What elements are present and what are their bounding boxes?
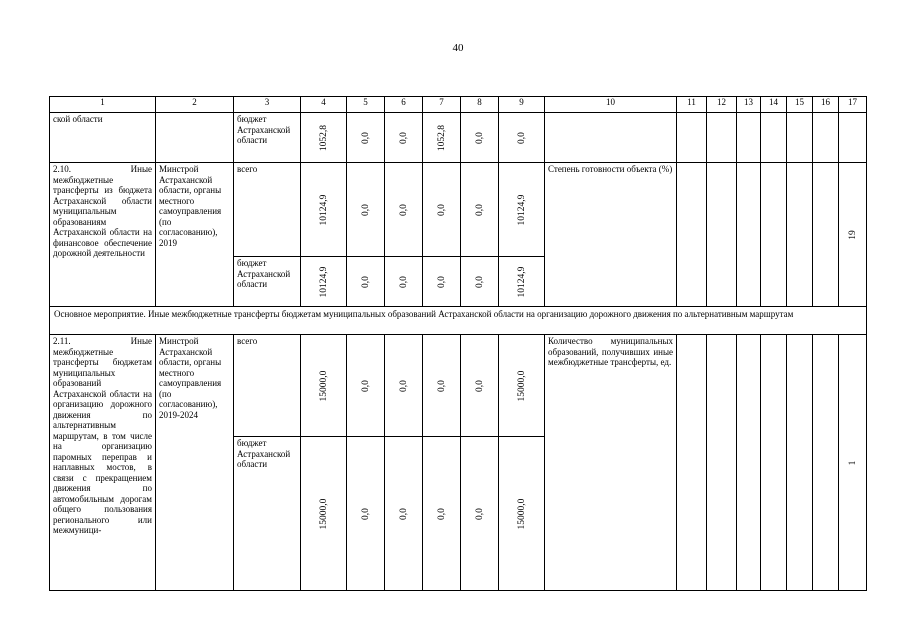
- row-2-11-executor: [155, 334, 234, 591]
- row-2-10-budget-value-7-text: 0,0: [436, 275, 447, 288]
- row-2-10-budget-value-8: [460, 256, 499, 307]
- row-2-10-total-value-4: [300, 162, 347, 257]
- column-header-17: [838, 96, 867, 113]
- row-2-10-budget-label: [233, 256, 301, 307]
- column-header-1-text: 1: [100, 97, 105, 107]
- cont-col13: [736, 112, 761, 163]
- row-2-10-total-value-9-text: 10124,9: [516, 194, 527, 225]
- row-2-10-budget-value-7: [422, 256, 461, 307]
- row-2-11-col14: [760, 334, 787, 591]
- cont-value-9-text: 0,0: [516, 131, 527, 144]
- cont-col12: [706, 112, 737, 163]
- column-header-4: [300, 96, 347, 113]
- row-2-10-budget-value-8-text: 0,0: [474, 275, 485, 288]
- row-2-10-total-value-8: [460, 162, 499, 257]
- cont-col16: [812, 112, 839, 163]
- column-header-17-text: 17: [848, 97, 857, 107]
- column-header-14-text: 14: [769, 97, 778, 107]
- row-2-10-total-value-7: [422, 162, 461, 257]
- column-header-7: [422, 96, 461, 113]
- column-header-9: [498, 96, 545, 113]
- row-2-10-total-value-9: [498, 162, 545, 257]
- column-header-11-text: 11: [687, 97, 696, 107]
- row-2-10-budget-value-4-text: 10124,9: [318, 266, 329, 297]
- row-2-11-budget-value-4-text: 15000,0: [318, 498, 329, 529]
- row-2-11-indicator-text: Количество муниципальных образований, получивших иные межбюджетные трансферты, ед.: [548, 336, 673, 367]
- row-2-10-col16: [812, 162, 839, 307]
- row-2-10-col14: [760, 162, 787, 307]
- cont-col17: [838, 112, 867, 163]
- row-2-11-total-value-9-text: 15000,0: [516, 370, 527, 401]
- row-2-10-col15: [786, 162, 813, 307]
- row-2-10-col17: [838, 162, 867, 307]
- row-2-11-total-value-5-text: 0,0: [360, 379, 371, 392]
- row-2-11-indicator: [544, 334, 677, 591]
- row-2-11-total-value-6-text: 0,0: [398, 379, 409, 392]
- row-2-10-total-label: [233, 162, 301, 257]
- column-header-1: [49, 96, 156, 113]
- column-header-10: [544, 96, 677, 113]
- column-header-15: [786, 96, 813, 113]
- row-2-11-col15: [786, 334, 813, 591]
- column-header-4-text: 4: [321, 97, 326, 107]
- column-header-16-text: 16: [821, 97, 830, 107]
- column-header-12-text: 12: [717, 97, 726, 107]
- row-2-11-budget-value-9: [498, 436, 545, 591]
- row-2-10-name-text: 2.10. Иные межбюджетные трансферты из бюджета Астраханской области муниципальным образованиям Астраханской области на финансовое обеспечение дорожной деятельности: [53, 164, 152, 258]
- column-header-13-text: 13: [744, 97, 753, 107]
- row-2-11-budget-value-6-text: 0,0: [398, 507, 409, 520]
- row-2-11-col17: [838, 334, 867, 591]
- row-2-10-total-value-4-text: 10124,9: [318, 194, 329, 225]
- row-2-11-total-value-7-text: 0,0: [436, 379, 447, 392]
- row-2-11-col13: [736, 334, 761, 591]
- row-2-10-budget-value-9-text: 10124,9: [516, 266, 527, 297]
- row-2-11-total-value-8: [460, 334, 499, 437]
- row-2-10-budget-value-5: [346, 256, 385, 307]
- row-2-11-col12: [706, 334, 737, 591]
- cont-value-9: [498, 112, 545, 163]
- column-header-3-text: 3: [264, 97, 270, 107]
- row-2-11-col16: [812, 334, 839, 591]
- row-2-10-budget-value-4: [300, 256, 347, 307]
- column-header-11: [676, 96, 707, 113]
- cont-col2: [155, 112, 234, 163]
- cont-col3-text: бюджет Астраханской области: [237, 114, 291, 145]
- row-2-11-total-label-text: всего: [237, 336, 258, 346]
- row-2-10-name: [49, 162, 156, 307]
- cont-col3: [233, 112, 301, 163]
- row-2-11-col17-text: 1: [847, 460, 858, 465]
- row-2-10-executor-text: Минстрой Астраханской области, органы местного самоуправления (по согласованию), 2019: [159, 164, 222, 248]
- cont-col15: [786, 112, 813, 163]
- cont-value-4-text: 1052,8: [318, 124, 329, 151]
- column-header-10-text: 10: [606, 97, 615, 107]
- row-2-10-total-label-text: всего: [237, 164, 258, 174]
- row-2-11-total-value-6: [384, 334, 423, 437]
- row-2-11-total-value-8-text: 0,0: [474, 379, 485, 392]
- row-2-11-executor-text: Минстрой Астраханской области, органы местного самоуправления (по согласованию), 2019-2024: [159, 336, 222, 420]
- row-2-10-total-value-5: [346, 162, 385, 257]
- row-2-11-budget-value-8: [460, 436, 499, 591]
- cont-col1-text: ской области: [53, 114, 103, 124]
- cont-value-6-text: 0,0: [398, 131, 409, 144]
- cont-value-6: [384, 112, 423, 163]
- row-2-11-budget-value-4: [300, 436, 347, 591]
- row-2-10-col12: [706, 162, 737, 307]
- row-2-11-budget-value-5: [346, 436, 385, 591]
- main-event-row: [49, 306, 867, 335]
- row-2-10-indicator: [544, 162, 677, 307]
- cont-value-5-text: 0,0: [360, 131, 371, 144]
- column-header-7-text: 7: [439, 97, 444, 107]
- row-2-10-budget-value-6-text: 0,0: [398, 275, 409, 288]
- row-2-11-name-text: 2.11. Иные межбюджетные трансферты бюджетам муниципальных образований Астраханской области на организацию дорожного движения по альтернативным маршрутам, в том числе на организацию паромных переправ и наплавных мостов, в связи с прекращением движения по автомобильным дорогам общего пользования регионального или межмуници-: [53, 336, 152, 535]
- column-header-3: [233, 96, 301, 113]
- row-2-11-budget-value-7: [422, 436, 461, 591]
- row-2-11-budget-value-6: [384, 436, 423, 591]
- row-2-10-col13: [736, 162, 761, 307]
- column-header-6-text: 6: [401, 97, 406, 107]
- row-2-11-budget-value-8-text: 0,0: [474, 507, 485, 520]
- cont-col11: [676, 112, 707, 163]
- column-header-12: [706, 96, 737, 113]
- cont-col1: [49, 112, 156, 163]
- row-2-10-indicator-text: Степень готовности объекта (%): [548, 164, 673, 174]
- row-2-10-budget-value-6: [384, 256, 423, 307]
- cont-value-8: [460, 112, 499, 163]
- column-header-14: [760, 96, 787, 113]
- row-2-10-col11: [676, 162, 707, 307]
- row-2-10-total-value-8-text: 0,0: [474, 203, 485, 216]
- cont-value-5: [346, 112, 385, 163]
- row-2-11-budget-value-5-text: 0,0: [360, 507, 371, 520]
- row-2-11-total-value-7: [422, 334, 461, 437]
- cont-value-8-text: 0,0: [474, 131, 485, 144]
- row-2-11-budget-value-9-text: 15000,0: [516, 498, 527, 529]
- cont-value-7: [422, 112, 461, 163]
- column-header-9-text: 9: [519, 97, 524, 107]
- column-header-16: [812, 96, 839, 113]
- row-2-11-budget-value-7-text: 0,0: [436, 507, 447, 520]
- row-2-10-budget-value-9: [498, 256, 545, 307]
- column-header-2: [155, 96, 234, 113]
- row-2-11-total-value-4-text: 15000,0: [318, 370, 329, 401]
- row-2-10-executor: [155, 162, 234, 307]
- column-header-6: [384, 96, 423, 113]
- row-2-11-col11: [676, 334, 707, 591]
- main-event-row-text: Основное мероприятие. Иные межбюджетные трансферты бюджетам муниципальных образований Астраханской области на организацию дорожного движения по альтернативным маршрутам: [54, 309, 794, 319]
- page-number: 40: [452, 42, 464, 54]
- cont-col10: [544, 112, 677, 163]
- column-header-2-text: 2: [192, 97, 197, 107]
- row-2-11-total-value-9: [498, 334, 545, 437]
- row-2-10-total-value-7-text: 0,0: [436, 203, 447, 216]
- row-2-11-budget-label-text: бюджет Астраханской области: [237, 438, 291, 469]
- cont-value-4: [300, 112, 347, 163]
- row-2-11-budget-label: [233, 436, 301, 591]
- row-2-11-total-label: [233, 334, 301, 437]
- column-header-5: [346, 96, 385, 113]
- cont-value-7-text: 1052,8: [436, 124, 447, 151]
- row-2-10-col17-text: 19: [847, 229, 858, 240]
- row-2-10-total-value-5-text: 0,0: [360, 203, 371, 216]
- column-header-15-text: 15: [795, 97, 804, 107]
- row-2-11-total-value-5: [346, 334, 385, 437]
- row-2-10-budget-label-text: бюджет Астраханской области: [237, 258, 291, 289]
- column-header-5-text: 5: [363, 97, 368, 107]
- column-header-8-text: 8: [477, 97, 482, 107]
- row-2-11-total-value-4: [300, 334, 347, 437]
- row-2-10-budget-value-5-text: 0,0: [360, 275, 371, 288]
- column-header-8: [460, 96, 499, 113]
- row-2-10-total-value-6-text: 0,0: [398, 203, 409, 216]
- column-header-13: [736, 96, 761, 113]
- row-2-10-total-value-6: [384, 162, 423, 257]
- row-2-11-name: [49, 334, 156, 591]
- cont-col14: [760, 112, 787, 163]
